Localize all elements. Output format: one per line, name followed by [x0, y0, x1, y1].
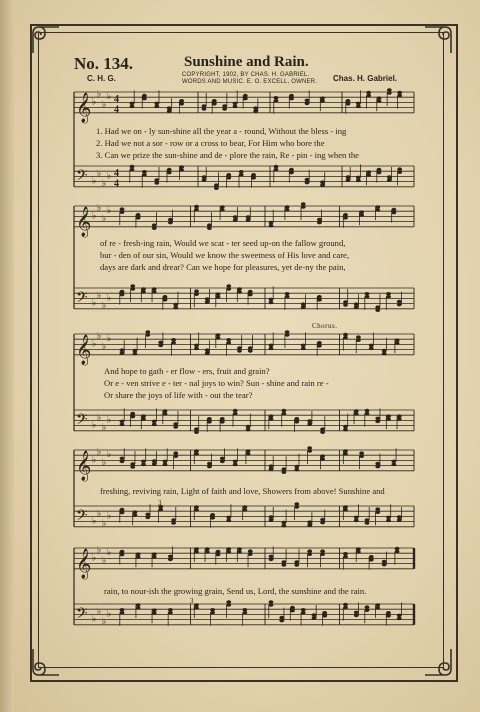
flat-icon: ♭	[102, 423, 107, 434]
note-head	[307, 419, 312, 423]
note-head	[239, 170, 244, 174]
treble-clef-icon: 𝄞	[76, 450, 92, 481]
note-head	[154, 181, 159, 185]
note-head	[354, 519, 359, 523]
note-head	[397, 167, 402, 171]
flat-icon: ♭	[107, 293, 112, 304]
bass-clef-icon: 𝄢	[76, 166, 88, 188]
note-head	[285, 292, 290, 296]
note-head	[120, 423, 125, 427]
note-head	[194, 550, 199, 554]
treble-clef-icon: 𝄞	[76, 206, 92, 237]
note-head	[391, 211, 396, 215]
lyric-line: Or share the joys of life with - out the tear?	[104, 390, 253, 400]
note-head	[282, 409, 287, 413]
note-head	[141, 463, 146, 467]
note-head	[205, 297, 210, 301]
note-head	[130, 415, 135, 419]
note-head	[301, 347, 306, 351]
note-head	[320, 180, 325, 184]
note-head	[343, 303, 348, 307]
note-head	[194, 606, 199, 610]
note-head	[202, 175, 207, 179]
note-head	[386, 519, 391, 523]
note-head	[142, 170, 147, 174]
note-head	[294, 468, 299, 472]
note-head	[301, 608, 306, 612]
note-head	[387, 88, 392, 92]
flat-icon: ♭	[102, 617, 107, 628]
note-head	[307, 446, 312, 450]
note-head	[207, 420, 212, 424]
note-head	[173, 425, 178, 429]
note-head	[168, 218, 173, 222]
note-head	[285, 330, 290, 334]
note-head	[207, 462, 212, 466]
note-head	[395, 341, 400, 345]
flat-icon: ♭	[92, 339, 97, 350]
note-head	[152, 555, 157, 559]
note-head	[220, 208, 225, 212]
flat-icon: ♭	[92, 553, 97, 564]
note-head	[294, 502, 299, 506]
note-head	[237, 349, 242, 353]
note-head	[145, 513, 150, 517]
note-head	[216, 553, 221, 557]
note-head	[210, 516, 215, 520]
note-head	[343, 508, 348, 512]
flat-icon: ♭	[97, 508, 102, 519]
note-head	[343, 552, 348, 556]
note-head	[171, 521, 176, 525]
note-head	[237, 550, 242, 554]
note-head	[343, 452, 348, 456]
flat-icon: ♭	[107, 206, 112, 217]
note-head	[317, 218, 322, 222]
note-head	[120, 457, 125, 461]
note-head	[317, 344, 322, 348]
note-head	[220, 457, 225, 461]
flat-icon: ♭	[107, 450, 112, 461]
note-head	[282, 524, 287, 528]
flat-icon: ♭	[97, 606, 102, 617]
note-head	[168, 608, 173, 612]
flat-icon: ♭	[97, 447, 102, 458]
note-head	[269, 224, 274, 228]
treble-clef-icon: 𝄞	[76, 334, 92, 365]
note-head	[141, 290, 146, 294]
note-head	[173, 451, 178, 455]
note-head	[243, 97, 248, 101]
note-head	[158, 341, 163, 345]
flat-icon: ♭	[107, 548, 112, 559]
note-head	[145, 330, 150, 334]
flat-icon: ♭	[102, 519, 107, 530]
note-head	[343, 216, 348, 220]
note-head	[377, 171, 382, 175]
note-head	[226, 550, 231, 554]
note-head	[173, 306, 178, 310]
note-head	[279, 616, 284, 620]
flat-icon: ♭	[92, 455, 97, 466]
note-head	[365, 521, 370, 525]
note-head	[248, 549, 253, 553]
note-head	[226, 600, 231, 604]
note-head	[152, 226, 157, 230]
note-head	[366, 91, 371, 95]
note-head	[397, 617, 402, 621]
flat-icon: ♭	[107, 171, 112, 182]
flat-icon: ♭	[97, 290, 102, 301]
note-head	[141, 417, 146, 421]
note-head	[377, 99, 382, 103]
flat-icon: ♭	[92, 97, 97, 108]
lyric-line: rain, to nour-ish the growing grain, Send us, Lord, the sunshine and the rain.	[104, 586, 367, 596]
lyricist-credit: C. H. G.	[87, 74, 116, 83]
time-signature: 4	[114, 93, 119, 105]
flat-icon: ♭	[92, 614, 97, 625]
note-head	[233, 463, 238, 467]
flat-icon: ♭	[97, 89, 102, 100]
note-head	[214, 186, 219, 190]
chorus-label: Chorus.	[312, 322, 338, 330]
note-head	[305, 178, 310, 182]
note-head	[356, 550, 361, 554]
note-head	[212, 102, 217, 106]
note-head	[226, 176, 231, 180]
note-head	[382, 560, 387, 564]
note-head	[343, 603, 348, 607]
note-head	[167, 106, 172, 110]
note-head	[194, 430, 199, 434]
note-head	[346, 175, 351, 179]
treble-clef-icon: 𝄞	[76, 92, 92, 123]
lyric-line: days are dark and drear? Can we hope for pleasures, yet de-ny the pain,	[100, 262, 346, 272]
note-head	[269, 600, 274, 604]
lyric-line: 2. Had we not a sor - row or a cross to bear, For Him who bore the	[96, 138, 325, 148]
note-head	[320, 99, 325, 103]
note-head	[375, 208, 380, 212]
note-head	[194, 289, 199, 293]
note-head	[346, 102, 351, 106]
note-head	[343, 428, 348, 432]
flat-icon: ♭	[107, 334, 112, 345]
flat-icon: ♭	[107, 511, 112, 522]
note-head	[120, 207, 125, 211]
copyright-line: COPYRIGHT, 1902, BY CHAS. H. GABRIEL.	[182, 72, 310, 78]
note-head	[294, 420, 299, 424]
flat-icon: ♭	[102, 301, 107, 312]
note-head	[167, 171, 172, 175]
note-head	[130, 165, 135, 169]
note-head	[386, 614, 391, 618]
note-head	[133, 513, 138, 517]
note-head	[382, 352, 387, 356]
note-head	[246, 215, 251, 219]
note-head	[152, 459, 157, 463]
time-signature: 4	[114, 167, 119, 179]
bass-clef-icon: 𝄢	[76, 604, 88, 626]
note-head	[356, 335, 361, 339]
note-head	[194, 452, 199, 456]
note-head	[202, 107, 207, 111]
note-head	[343, 333, 348, 337]
note-head	[205, 348, 210, 352]
note-head	[365, 605, 370, 609]
note-head	[246, 452, 251, 456]
flat-icon: ♭	[102, 214, 107, 224]
note-head	[397, 300, 402, 304]
note-head	[391, 463, 396, 467]
flat-icon: ♭	[107, 92, 112, 103]
note-head	[171, 338, 176, 342]
note-head	[356, 179, 361, 183]
note-head	[163, 298, 168, 302]
bass-clef-icon: 𝄢	[76, 410, 88, 432]
note-head	[130, 465, 135, 469]
note-head	[359, 451, 364, 455]
note-head	[120, 553, 125, 557]
treble-clef-icon: 𝄞	[76, 548, 92, 579]
note-head	[387, 175, 392, 179]
note-head	[120, 348, 125, 352]
note-head	[226, 519, 231, 523]
note-head	[216, 336, 221, 340]
triplet-mark: 3	[190, 597, 194, 605]
note-head	[285, 208, 290, 212]
note-head	[375, 507, 380, 511]
note-head	[386, 417, 391, 421]
note-head	[289, 171, 294, 175]
lyric-line: 1. Had we on - ly sun-shine all the year a - round, Without the bless - ing	[96, 126, 347, 136]
note-head	[205, 550, 210, 554]
flat-icon: ♭	[92, 176, 97, 187]
composer-credit: Chas. H. Gabriel.	[333, 74, 398, 83]
note-head	[120, 608, 125, 612]
note-head	[216, 295, 221, 299]
note-head	[233, 105, 238, 109]
bass-clef-icon: 𝄢	[76, 288, 88, 310]
lyric-line: 3. Can we prize the sun-shine and de - plore the rain, Re - pin - ing when the	[96, 150, 359, 160]
note-head	[317, 298, 322, 302]
note-head	[179, 102, 184, 106]
note-head	[133, 352, 138, 356]
note-head	[120, 293, 125, 297]
note-head	[320, 518, 325, 522]
note-head	[246, 428, 251, 432]
note-head	[354, 302, 359, 306]
note-head	[194, 347, 199, 351]
note-head	[130, 284, 135, 288]
note-head	[274, 96, 279, 100]
note-head	[307, 549, 312, 553]
note-head	[130, 105, 135, 109]
note-head	[207, 226, 212, 230]
note-head	[136, 216, 141, 220]
bass-clef-icon: 𝄢	[76, 506, 88, 528]
note-head	[237, 290, 242, 294]
note-head	[322, 614, 327, 618]
flat-icon: ♭	[92, 298, 97, 309]
lyric-line: bur - den of our sin, Would we know the sweetness of His love and care,	[100, 250, 350, 260]
note-head	[226, 338, 231, 342]
note-head	[375, 606, 380, 610]
note-head	[294, 563, 299, 567]
note-head	[242, 608, 247, 612]
note-head	[397, 417, 402, 421]
note-head	[269, 417, 274, 421]
note-head	[233, 409, 238, 413]
flat-icon: ♭	[97, 331, 102, 342]
note-head	[365, 292, 370, 296]
note-head	[375, 462, 380, 466]
flat-icon: ♭	[102, 556, 107, 566]
note-head	[269, 301, 274, 305]
note-head	[163, 463, 168, 467]
note-head	[397, 515, 402, 519]
flat-icon: ♭	[102, 458, 107, 468]
flat-icon: ♭	[102, 100, 107, 110]
note-head	[152, 423, 157, 427]
note-head	[269, 515, 274, 519]
note-head	[226, 284, 231, 288]
note-head	[152, 611, 157, 615]
note-head	[253, 106, 258, 110]
note-head	[152, 290, 157, 294]
note-head	[366, 173, 371, 177]
note-head	[222, 107, 227, 111]
triplet-mark: 3	[158, 499, 162, 507]
note-head	[312, 613, 317, 617]
note-head	[365, 409, 370, 413]
note-head	[242, 508, 247, 512]
note-head	[142, 97, 147, 101]
note-head	[320, 430, 325, 434]
flat-icon: ♭	[92, 516, 97, 527]
note-head	[168, 555, 173, 559]
note-head	[274, 165, 279, 169]
flat-icon: ♭	[97, 545, 102, 556]
note-head	[154, 105, 159, 109]
flat-icon: ♭	[97, 168, 102, 179]
flat-icon: ♭	[102, 179, 107, 190]
note-head	[269, 555, 274, 559]
time-signature: 4	[114, 178, 119, 190]
note-head	[301, 202, 306, 206]
lyric-line: Or e - ven strive e - ter - nal joys to win? Sun - shine and rain re -	[104, 378, 329, 388]
note-head	[220, 420, 225, 424]
flat-icon: ♭	[107, 415, 112, 426]
note-head	[320, 457, 325, 461]
note-head	[386, 292, 391, 296]
note-head	[375, 308, 380, 312]
note-head	[251, 176, 256, 180]
note-head	[269, 464, 274, 468]
note-head	[375, 417, 380, 421]
note-head	[282, 470, 287, 474]
flat-icon: ♭	[102, 342, 107, 352]
time-signature: 4	[114, 104, 119, 116]
flat-icon: ♭	[97, 412, 102, 423]
note-head	[395, 547, 400, 551]
copyright-line: WORDS AND MUSIC. E. O. EXCELL, OWNER.	[182, 79, 318, 85]
note-head	[282, 563, 287, 567]
note-head	[354, 611, 359, 615]
note-head	[320, 549, 325, 553]
note-head	[194, 205, 199, 209]
note-head	[233, 215, 238, 219]
flat-icon: ♭	[107, 609, 112, 620]
note-head	[290, 609, 295, 613]
lyric-line: freshing, reviving rain, Light of faith and love, Showers from above! Sunshine and	[100, 486, 385, 496]
flat-icon: ♭	[97, 203, 102, 214]
note-head	[397, 91, 402, 95]
note-head	[194, 508, 199, 512]
flat-icon: ♭	[92, 420, 97, 431]
hymn-title: Sunshine and Rain.	[184, 54, 309, 70]
note-head	[354, 412, 359, 416]
note-head	[248, 293, 253, 297]
note-head	[163, 412, 168, 416]
note-head	[136, 606, 141, 610]
flat-icon: ♭	[92, 211, 97, 222]
note-head	[305, 99, 310, 103]
note-head	[359, 213, 364, 217]
note-head	[269, 347, 274, 351]
lyric-line: And hope to gath - er flow - ers, fruit and grain?	[104, 366, 270, 376]
note-head	[248, 349, 253, 353]
note-head	[289, 97, 294, 101]
note-head	[369, 558, 374, 562]
note-head	[301, 302, 306, 306]
note-head	[120, 511, 125, 515]
note-head	[210, 608, 215, 612]
hymn-number: No. 134.	[74, 54, 134, 73]
note-head	[136, 555, 141, 559]
lyric-line: of re - fresh-ing rain, Would we scat - ter seed up-on the fallow ground,	[100, 238, 346, 248]
note-head	[179, 168, 184, 172]
note-head	[356, 105, 361, 109]
note-head	[369, 347, 374, 351]
note-head	[307, 520, 312, 524]
